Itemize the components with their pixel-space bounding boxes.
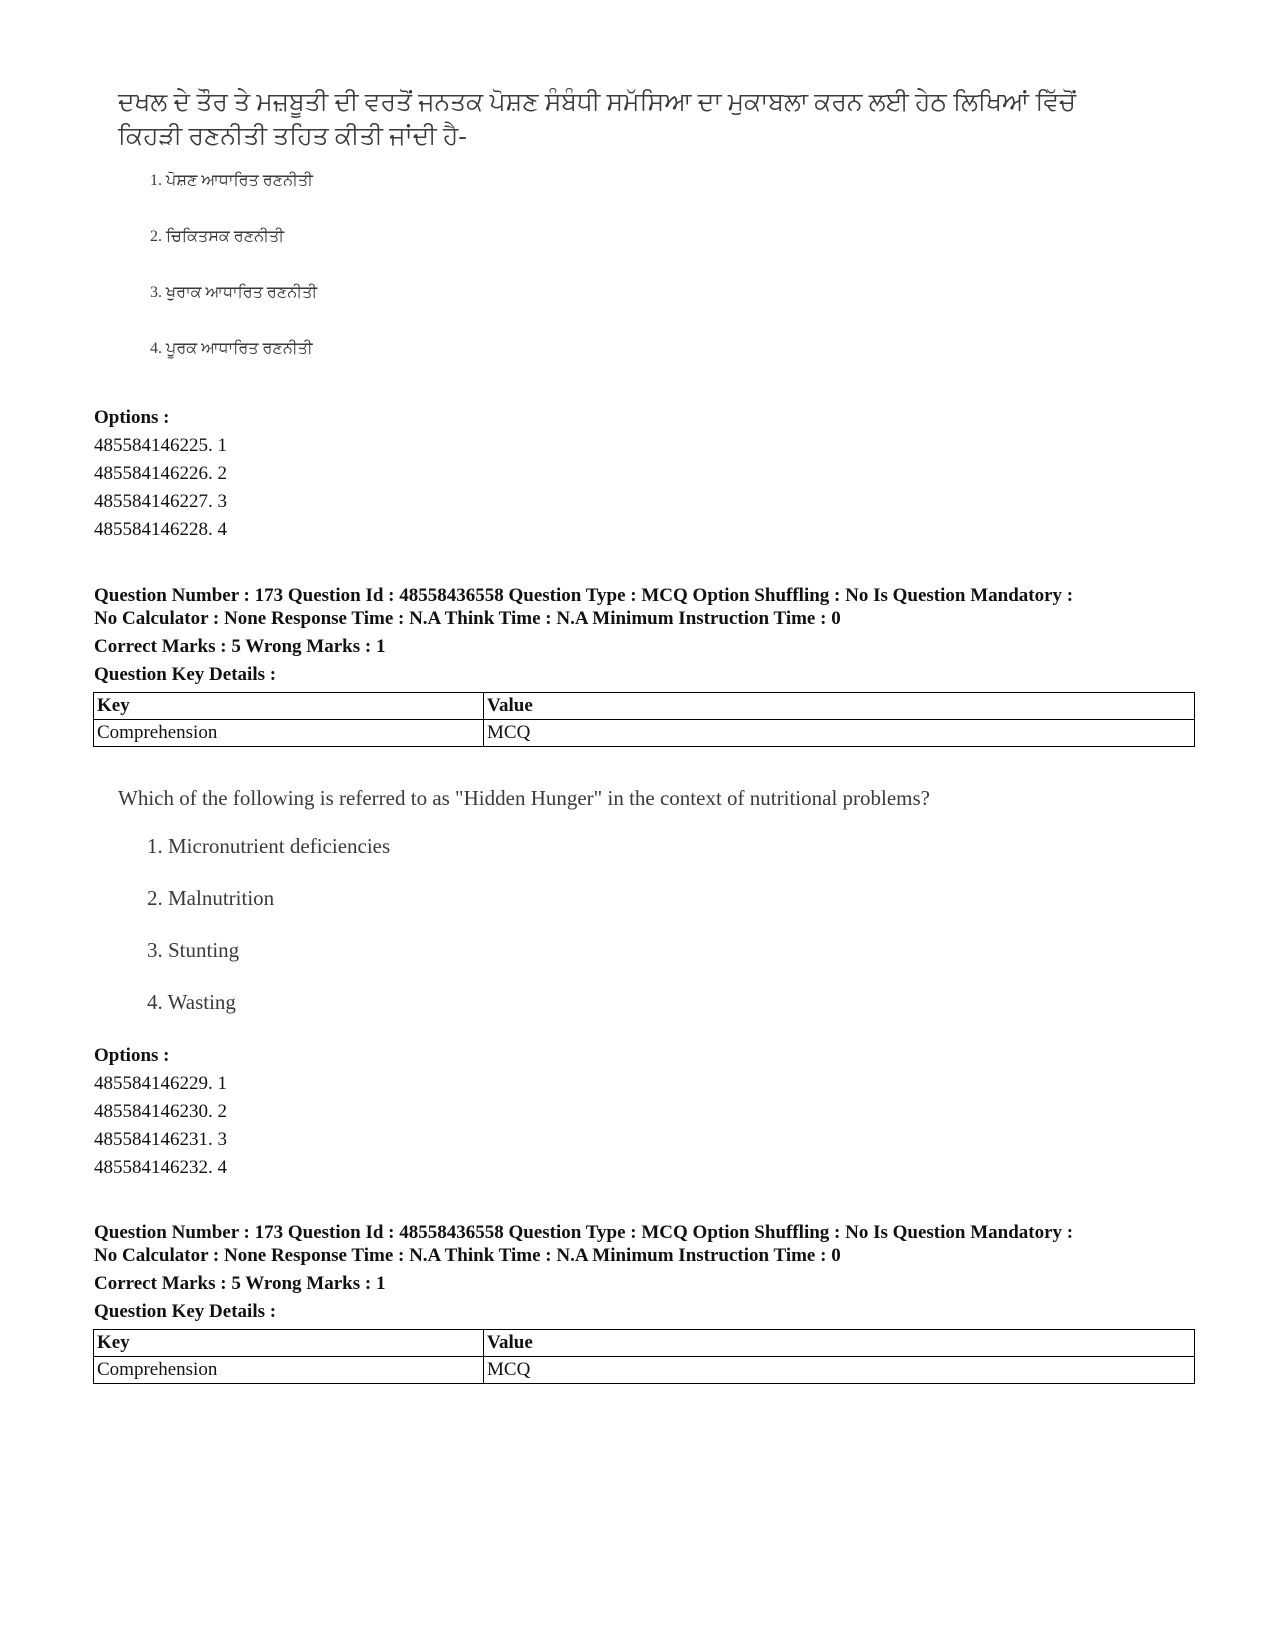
question-2-stem: Which of the following is referred to as "Hidden Hunger" in the context of nutritional problems? [118,786,931,810]
question-1-option-2: 2. ਚਿਕਿਤਸਕ ਰਣਨੀਤੀ [150,228,285,245]
option-id-row: 485584146226. 2 [94,463,227,484]
table-header-row [94,693,1195,720]
question-meta-line-2: No Calculator : None Response Time : N.A Think Time : N.A Minimum Instruction Time : 0 [94,608,841,629]
marks-line: Correct Marks : 5 Wrong Marks : 1 [94,636,386,657]
question-meta-block [94,584,1194,630]
marks-line: Correct Marks : 5 Wrong Marks : 1 [94,1273,386,1294]
question-meta-line-1: Question Number : 173 Question Id : 48558436558 Question Type : MCQ Option Shuffling : No Is Question Mandatory : [94,585,1074,606]
table-header-value: Value [484,693,1195,720]
option-id-row: 485584146229. 1 [94,1073,227,1094]
question-2-option-3: 3. Stunting [147,938,240,962]
key-details-label: Question Key Details : [94,664,277,685]
table-header-key: Key [94,1330,484,1357]
option-id-row: 485584146228. 4 [94,519,227,540]
question-2-option-1: 1. Micronutrient deficiencies [147,834,391,858]
question-1-options-list [94,404,227,544]
option-id-row: 485584146231. 3 [94,1129,227,1150]
option-id-row: 485584146230. 2 [94,1101,227,1122]
question-2-option-4: 4. Wasting [147,990,236,1014]
question-1-option-3: 3. ਖੁਰਾਕ ਆਧਾਰਿਤ ਰਣਨੀਤੀ [150,284,318,301]
table-cell-value: MCQ [484,720,1195,747]
option-id-row: 485584146232. 4 [94,1157,227,1178]
question-key-table [93,1329,1195,1384]
question-meta-line-1: Question Number : 173 Question Id : 48558436558 Question Type : MCQ Option Shuffling : No Is Question Mandatory : [94,1222,1074,1243]
question-1-stem: ਦਖਲ ਦੇ ਤੌਰ ਤੇ ਮਜ਼ਬੂਤੀ ਦੀ ਵਰਤੋਂ ਜਨਤਕ ਪੋਸ਼ਣ ਸੰਬੰਧੀ ਸਮੱਸਿਆ ਦਾ ਮੁਕਾਬਲਾ ਕਰਨ ਲਈ ਹੇਠ ਲਿਖਿਆਂ ਵਿੱਚੋਂ ਕਿਹੜੀ ਰਣਨੀਤੀ ਤਹਿਤ ਕੀਤੀ ਜਾਂਦੀ ਹੈ- [118,89,1077,150]
table-row [94,720,1195,747]
question-2-options-list [94,1042,227,1182]
question-1-option-4: 4. ਪੂਰਕ ਆਧਾਰਿਤ ਰਣਨੀਤੀ [150,340,313,357]
question-meta-line-2: No Calculator : None Response Time : N.A Think Time : N.A Minimum Instruction Time : 0 [94,1245,841,1266]
option-id-row: 485584146227. 3 [94,491,227,512]
table-cell-key: Comprehension [94,720,484,747]
table-header-row [94,1330,1195,1357]
table-cell-value: MCQ [484,1357,1195,1384]
options-label: Options : [94,407,170,428]
options-label: Options : [94,1045,170,1066]
table-cell-key: Comprehension [94,1357,484,1384]
question-key-table [93,692,1195,747]
table-header-value: Value [484,1330,1195,1357]
table-row [94,1357,1195,1384]
key-details-label: Question Key Details : [94,1301,277,1322]
question-2-option-2: 2. Malnutrition [147,886,275,910]
question-1-image [118,86,1118,154]
question-1-option-1: 1. ਪੋਸ਼ਣ ਆਧਾਰਿਤ ਰਣਨੀਤੀ [150,172,313,189]
table-header-key: Key [94,693,484,720]
question-meta-block [94,1221,1194,1267]
option-id-row: 485584146225. 1 [94,435,227,456]
